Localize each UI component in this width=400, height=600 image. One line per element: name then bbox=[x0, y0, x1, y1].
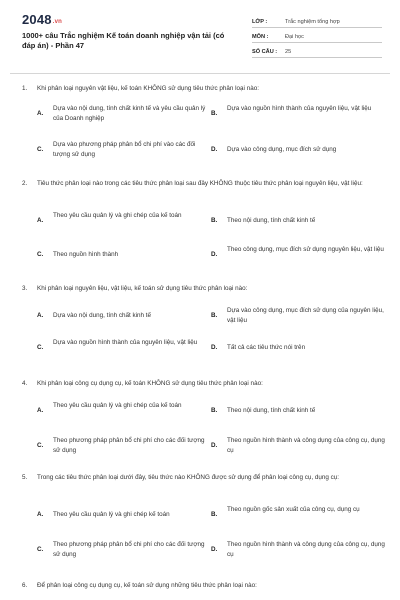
header-divider bbox=[10, 73, 390, 74]
question-text: Để phân loại công cụ dụng cụ, kế toán sử dụng những tiêu thức phân loại nào: bbox=[37, 582, 257, 589]
option-d[interactable] bbox=[211, 140, 381, 162]
logo-suffix: .vn bbox=[52, 19, 63, 25]
question-number: 4. bbox=[22, 380, 28, 387]
option-text: Dựa vào nguồn hình thành của nguyên liệu, vật liệu bbox=[227, 105, 372, 112]
question-stem bbox=[22, 473, 382, 483]
option-letter: B. bbox=[211, 110, 218, 117]
question-text: Trong các tiêu thức phân loại dưới đây, tiêu thức nào KHÔNG được sử dụng để phân loại công cụ, dụng cụ: bbox=[37, 474, 340, 481]
option-text: Theo nguồn gốc sản xuất của công cụ, dụng cụ bbox=[227, 506, 360, 513]
option-letter: A. bbox=[37, 511, 44, 518]
option-b[interactable] bbox=[211, 211, 381, 233]
option-text: Dựa vào công dụng, mục đích sử dụng bbox=[227, 146, 337, 153]
option-letter: D. bbox=[211, 146, 218, 153]
question-stem bbox=[22, 284, 382, 294]
meta-value: 25 bbox=[285, 49, 292, 55]
option-a[interactable] bbox=[37, 306, 207, 328]
option-letter: C. bbox=[37, 546, 44, 553]
option-b[interactable] bbox=[211, 306, 384, 328]
option-text: Theo nguồn hình thành bbox=[53, 251, 119, 258]
question-number: 5. bbox=[22, 474, 28, 481]
option-letter: D. bbox=[211, 344, 218, 351]
question-number: 6. bbox=[22, 582, 28, 589]
question-text: Khi phân loại công cụ dụng cụ, kế toán KHÔNG sử dụng tiêu thức phân loại nào: bbox=[37, 380, 263, 387]
question-stem bbox=[22, 581, 382, 591]
option-letter: B. bbox=[211, 217, 218, 224]
option-text: Theo công dụng, mục đích sử dụng nguyên liệu, vật liệu bbox=[227, 246, 384, 253]
option-letter: C. bbox=[37, 442, 44, 449]
question-text: Tiêu thức phân loại nào trong các tiêu thức phân loại sau đây KHÔNG thuộc tiêu thức phân loại nguyên liệu, vật liệu: bbox=[37, 180, 363, 187]
option-letter: A. bbox=[37, 217, 44, 224]
question-stem bbox=[22, 179, 382, 189]
option-c[interactable] bbox=[37, 436, 207, 458]
meta-row-class bbox=[252, 13, 382, 28]
question-stem bbox=[22, 379, 382, 389]
option-text: Theo phương pháp phân bổ chi phí cho các đối tượng sử dụng bbox=[53, 437, 205, 454]
meta-row-count bbox=[252, 43, 382, 58]
option-letter: A. bbox=[37, 312, 44, 319]
option-text: Theo nguồn hình thành và công dụng của công cụ, dụng cụ bbox=[227, 541, 385, 558]
question-number: 3. bbox=[22, 285, 28, 292]
question-number: 1. bbox=[22, 85, 28, 92]
option-a[interactable] bbox=[37, 401, 207, 423]
option-b[interactable] bbox=[211, 104, 381, 126]
option-d[interactable] bbox=[211, 338, 381, 360]
option-a[interactable] bbox=[37, 104, 207, 126]
option-c[interactable] bbox=[37, 338, 207, 360]
option-text: Theo phương pháp phân bổ chi phí cho các đối tượng sử dụng bbox=[53, 541, 205, 558]
option-letter: B. bbox=[211, 511, 218, 518]
option-text: Dựa vào nội dung, tính chất kinh tế bbox=[53, 312, 152, 319]
question-stem bbox=[22, 84, 382, 94]
meta-value: Trắc nghiệm tổng hợp bbox=[285, 19, 340, 25]
document-header bbox=[0, 0, 400, 68]
meta-key: LỚP : bbox=[252, 19, 268, 25]
option-a[interactable] bbox=[37, 211, 207, 233]
option-c[interactable] bbox=[37, 245, 207, 267]
option-a[interactable] bbox=[37, 505, 207, 527]
option-b[interactable] bbox=[211, 401, 381, 423]
option-letter: D. bbox=[211, 251, 218, 258]
question-text: Khi phân loại nguyên liệu, vật liệu, kế toán sử dụng tiêu thức phân loại nào: bbox=[37, 285, 248, 292]
option-text: Theo nguồn hình thành và công dụng của công cụ, dụng cụ bbox=[227, 437, 385, 454]
option-letter: C. bbox=[37, 251, 44, 258]
option-b[interactable] bbox=[211, 505, 381, 527]
option-text: Theo yêu cầu quản lý và ghi chép của kế toán bbox=[53, 402, 182, 409]
option-text: Tất cả các tiêu thức nói trên bbox=[227, 344, 306, 351]
meta-key: SỐ CÂU : bbox=[252, 49, 278, 55]
option-letter: D. bbox=[211, 442, 218, 449]
meta-key: MÔN : bbox=[252, 34, 269, 40]
option-text: Dựa vào công dụng, mục đích sử dụng của nguyên liệu, vật liệu bbox=[227, 307, 384, 324]
option-text: Dựa vào nội dung, tính chất kinh tế và yêu cầu quản lý của Doanh nghiệp bbox=[53, 105, 206, 122]
option-text: Dựa vào phương pháp phân bổ chi phí vào các đối tượng sử dụng bbox=[53, 141, 196, 158]
option-letter: A. bbox=[37, 110, 44, 117]
option-text: Theo yêu cầu quản lý và ghi chép của kế toán bbox=[53, 212, 182, 219]
option-letter: C. bbox=[37, 344, 44, 351]
option-c[interactable] bbox=[37, 540, 207, 562]
option-text: Theo nội dung, tính chất kinh tế bbox=[227, 217, 316, 224]
option-letter: B. bbox=[211, 407, 218, 414]
option-letter: A. bbox=[37, 407, 44, 414]
option-text: Dựa vào nguồn hình thành của nguyên liệu, vật liệu bbox=[53, 339, 198, 346]
option-text: Theo yêu cầu quản lý và ghi chép kế toán bbox=[53, 511, 170, 518]
option-letter: D. bbox=[211, 546, 218, 553]
option-letter: B. bbox=[211, 312, 218, 319]
option-c[interactable] bbox=[37, 140, 207, 162]
option-letter: C. bbox=[37, 146, 44, 153]
meta-value: Đại học bbox=[285, 34, 304, 40]
option-text: Theo nội dung, tính chất kinh tế bbox=[227, 407, 316, 414]
option-d[interactable] bbox=[211, 540, 385, 562]
question-number: 2. bbox=[22, 180, 28, 187]
site-logo[interactable] bbox=[22, 12, 62, 27]
meta-table bbox=[252, 13, 382, 58]
logo-main: 2048 bbox=[22, 12, 52, 27]
question-text: Khi phân loại nguyên vật liệu, kế toán KHÔNG sử dụng tiêu thức phân loại nào: bbox=[37, 85, 259, 92]
document-title: 1000+ câu Trắc nghiệm Kế toán doanh nghiệp vận tải (có đáp án) - Phần 47 bbox=[22, 31, 225, 50]
option-d[interactable] bbox=[211, 436, 385, 458]
option-d[interactable] bbox=[211, 245, 384, 267]
meta-row-subject bbox=[252, 28, 382, 43]
